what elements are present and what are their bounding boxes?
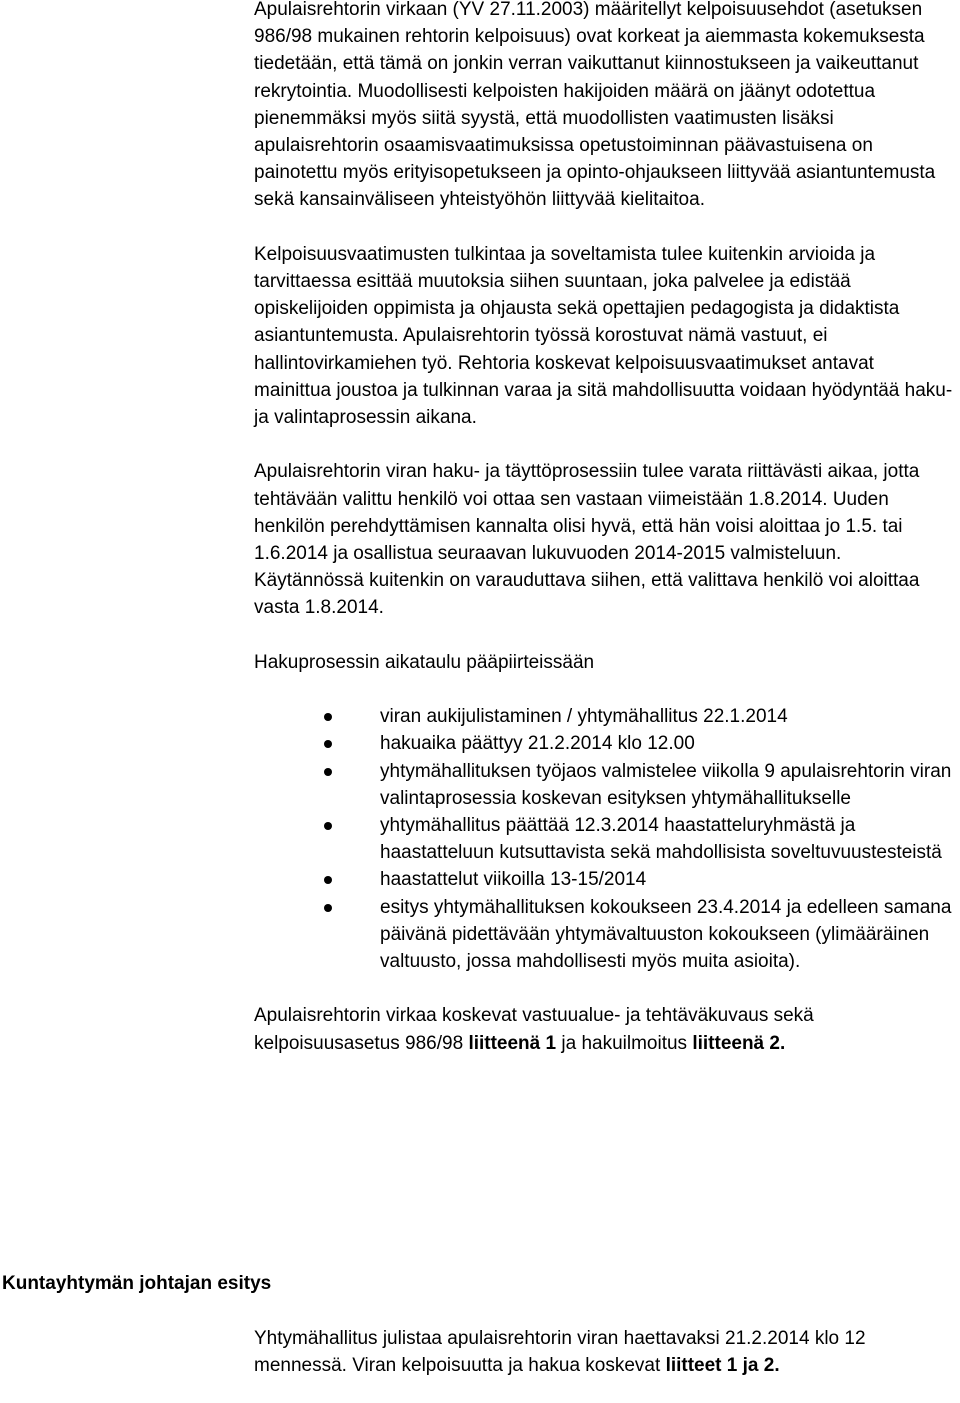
schedule-title: Hakuprosessin aikataulu pääpiirteissään [254, 651, 595, 673]
paragraph-interpretation: Kelpoisuusvaatimusten tulkintaa ja soveltamista tulee kuitenkin arvioida ja tarvittaessa esittää muutoksia siihen suuntaan, joka palvelee ja edistää opiskelijoiden oppimista ja ohjausta sekä opettajien pedagogista ja didaktista asiantuntemusta. Apulaisrehtorin työssä korostuvat nämä vastuut, ei hallintovirkamiehen työ. Rehtoria koskevat kelpoisuusvaatimukset antavat mainittua joustoa ja tulkinnan varaa ja sitä mahdollisuutta voidaan hyödyntää haku- ja valintaprosessin aikana. [254, 243, 953, 429]
attachment-2-ref: liitteenä 2. [692, 1032, 786, 1054]
bullet-icon [324, 713, 332, 721]
bullet-icon [324, 822, 332, 830]
list-item: hakuaika päättyy 21.2.2014 klo 12.00 [254, 730, 954, 757]
paragraph-attachments: Apulaisrehtorin virkaa koskevat vastuualue- ja tehtäväkuvaus sekä kelpoisuusasetus 986/98 liitteenä 1 ja hakuilmoitus liitteenä 2. [254, 1005, 814, 1054]
list-item: viran aukijulistaminen / yhtymähallitus 22.1.2014 [254, 703, 954, 730]
paragraph-qualifications: Apulaisrehtorin virkaan (YV 27.11.2003) määritellyt kelpoisuusehdot (asetuksen 986/98 mukainen rehtorin kelpoisuus) ovat korkeat ja aiemmasta kokemuksesta tiedetään, että tämä on jonkin verran vaikuttanut kiinnostukseen ja vaikeuttanut rekrytointia. Muodollisesti kelpoisten hakijoiden määrä on jäänyt odotettua pienemmäksi myös siitä syystä, että muodollisten vaatimusten lisäksi apulaisrehtorin osaamisvaatimuksissa opetustoiminnan päävastuisena on painotettu myös erityisopetukseen ja opinto-ohjaukseen liittyvää asiantuntemusta sekä kansainväliseen yhteistyöhön liittyvää kielitaitoa. [254, 0, 936, 211]
list-item: haastattelut viikoilla 13-15/2014 [254, 866, 954, 893]
bullet-icon [324, 768, 332, 776]
attachments-ref: liitteet 1 ja 2. [665, 1355, 780, 1377]
list-item: esitys yhtymähallituksen kokoukseen 23.4.2014 ja edelleen samana päivänä pidettävään yhtymävaltuuston kokoukseen (ylimääräinen valtuusto, jossa mahdollisesti myös muita asioita). [254, 894, 954, 976]
schedule-list [254, 703, 954, 975]
document-body [254, 0, 954, 1084]
paragraph-recruitment-timing: Apulaisrehtorin viran haku- ja täyttöprosessiin tulee varata riittävästi aikaa, jotta tehtävään valittu henkilö voi ottaa sen vastaan viimeistään 1.8.2014. Uuden henkilön perehdyttämisen kannalta olisi hyvä, että hän voisi aloittaa jo 1.5. tai 1.6.2014 ja osallistua seuraavan lukuvuoden 2014-2015 valmisteluun. Käytännössä kuitenkin on varauduttava siihen, että valittava henkilö voi aloittaa vasta 1.8.2014. [254, 461, 920, 619]
bullet-icon [324, 876, 332, 884]
proposal-heading: Kuntayhtymän johtajan esitys [2, 1273, 272, 1294]
list-item: yhtymähallituksen työjaos valmistelee viikolla 9 apulaisrehtorin viran valintaprosessia koskevan esityksen yhtymähallitukselle [254, 758, 954, 812]
bullet-icon [324, 904, 332, 912]
attachment-1-ref: liitteenä 1 [468, 1032, 557, 1054]
proposal-text: Yhtymähallitus julistaa apulaisrehtorin viran haettavaksi 21.2.2014 klo 12 mennessä. Viran kelpoisuutta ja hakua koskevat liitteet 1 ja 2. [254, 1328, 866, 1377]
list-item: yhtymähallitus päättää 12.3.2014 haastatteluryhmästä ja haastatteluun kutsuttavista sekä mahdollisista soveltuvuustesteistä [254, 812, 954, 866]
bullet-icon [324, 740, 332, 748]
